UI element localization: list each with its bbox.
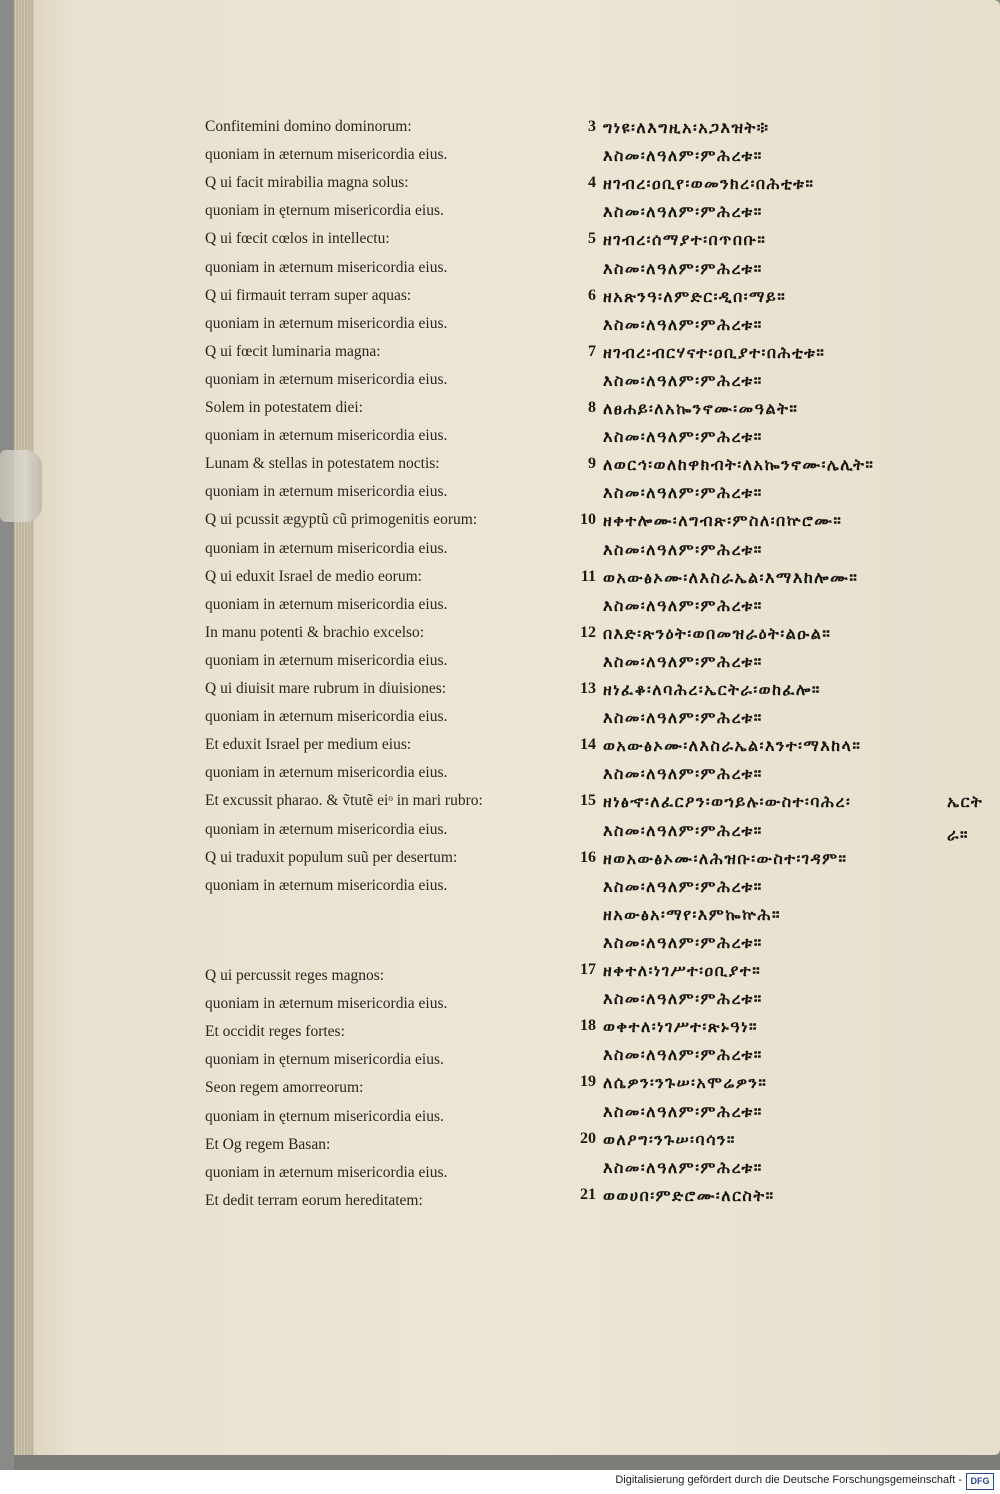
- verse-number: 13: [580, 680, 596, 697]
- ethiopic-line: ወአውፅኦሙ፡ለእስራኤል፡እማእከሎሙ።: [603, 567, 859, 587]
- ethiopic-line: እስመ፡ለዓለም፡ምሕረቱ።: [603, 370, 763, 390]
- ethiopic-line: እስመ፡ለዓለም፡ምሕረቱ።: [603, 932, 763, 952]
- latin-line: Q ui traduxit populum suũ per desertum:: [205, 848, 458, 866]
- verse-number: 21: [580, 1185, 596, 1203]
- verse-number: 6: [588, 286, 596, 304]
- ethiopic-line: እስመ፡ለዓለም፡ምሕረቱ።: [603, 651, 763, 671]
- ethiopic-line: እስመ፡ለዓለም፡ምሕረቱ።: [603, 314, 763, 334]
- latin-line: Et eduxit Israel per medium eius:: [205, 736, 412, 754]
- ethiopic-line: ዘገብረ፡ብርሃናተ፡ዐቢያተ፡በሕቲቱ።: [603, 342, 826, 362]
- ethiopic-line: ዘቀተሎሙ፡ለግብጽ፡ምስለ፡በኵሮሙ።: [603, 511, 843, 531]
- latin-line: quoniam in æternum misericordia eius.: [205, 1163, 448, 1181]
- latin-line: quoniam in æternum misericordia eius.: [205, 708, 448, 726]
- ethiopic-line: እስመ፡ለዓለም፡ምሕረቱ።: [603, 427, 763, 447]
- latin-line: quoniam in æternum misericordia eius.: [205, 314, 448, 332]
- ethiopic-margin-continuation: ኤርት: [947, 792, 984, 812]
- ethiopic-line: እስመ፡ለዓለም፡ምሕረቱ።: [603, 1045, 763, 1065]
- verse-number: 7: [588, 342, 596, 360]
- ethiopic-line: እስመ፡ለዓለም፡ምሕረቱ።: [603, 539, 763, 559]
- latin-line: Q ui eduxit Israel de medio eorum:: [205, 567, 422, 585]
- ethiopic-line: ዘአጽንዓ፡ለምድር፡ዲበ፡ማይ።: [603, 286, 787, 306]
- latin-line: Q ui percussit reges magnos:: [205, 967, 385, 984]
- ethiopic-line: እስመ፡ለዓለም፡ምሕረቱ።: [603, 708, 763, 728]
- latin-line: Q ui fœcit luminaria magna:: [205, 342, 381, 360]
- latin-line: quoniam in ęternum misericordia eius.: [205, 202, 444, 220]
- latin-line: Q ui facit mirabilia magna solus:: [205, 174, 409, 192]
- page-clip: [0, 450, 42, 522]
- latin-line: quoniam in ęternum misericordia eius.: [205, 1107, 444, 1125]
- ethiopic-margin-continuation: ራ።: [947, 824, 969, 844]
- verse-number: 4: [588, 174, 596, 192]
- dfg-logo: DFG: [966, 1473, 994, 1490]
- scan-bottom-edge: [14, 1455, 1000, 1470]
- ethiopic-line: ግነዩ፡ለእግዚአ፡አጋእዝት፨: [603, 118, 770, 137]
- latin-line: quoniam in æternum misericordia eius.: [205, 370, 448, 388]
- latin-line: quoniam in ęternum misericordia eius.: [205, 1051, 444, 1069]
- ethiopic-line: ዘቀተለ፡ነገሥተ፡ዐቢያተ።: [603, 961, 762, 980]
- latin-line: Et Og regem Basan:: [205, 1135, 331, 1153]
- verse-number: 19: [580, 1073, 596, 1091]
- latin-line: Solem in potestatem diei:: [205, 399, 363, 416]
- ethiopic-line: በእድ፡ጽንዕት፡ወበመዝራዕት፡ልዑል።: [603, 623, 832, 643]
- latin-line: Confitemini domino dominorum:: [205, 118, 412, 135]
- verse-number: 15: [580, 792, 596, 810]
- ethiopic-line: እስመ፡ለዓለም፡ምሕረቱ።: [603, 202, 763, 222]
- ethiopic-line: እስመ፡ለዓለም፡ምሕረቱ።: [603, 483, 763, 503]
- ethiopic-line: እስመ፡ለዓለም፡ምሕረቱ።: [603, 1101, 763, 1121]
- verse-number: 11: [580, 567, 596, 585]
- ethiopic-line: ለሴዎን፡ንጉሠ፡አሞሬዎን።: [603, 1073, 768, 1093]
- ethiopic-line: ወወሀበ፡ምድሮሙ፡ለርስት።: [603, 1185, 775, 1205]
- page-edges: [14, 0, 34, 1455]
- latin-line: quoniam in æternum misericordia eius.: [205, 146, 448, 164]
- ethiopic-line: እስመ፡ለዓለም፡ምሕረቱ።: [603, 989, 763, 1009]
- verse-number: 16: [580, 848, 596, 866]
- latin-line: quoniam in æternum misericordia eius.: [205, 595, 448, 613]
- latin-line: Seon regem amorreorum:: [205, 1079, 364, 1097]
- book-page: [14, 0, 1000, 1455]
- verse-number: 8: [588, 399, 596, 416]
- verse-number: 17: [580, 961, 596, 978]
- latin-line: quoniam in æternum misericordia eius.: [205, 651, 448, 669]
- latin-line: quoniam in æternum misericordia eius.: [205, 820, 448, 838]
- ethiopic-line: ወአውፅኦሙ፡ለእስራኤል፡እንተ፡ማእከላ።: [603, 736, 862, 756]
- ethiopic-line: ዘአውፅአ፡ማየ፡እምኰኵሕ።: [603, 904, 781, 924]
- latin-line: Et dedit terram eorum hereditatem:: [205, 1191, 423, 1209]
- verse-number: 12: [580, 623, 596, 641]
- ethiopic-line: እስመ፡ለዓለም፡ምሕረቱ።: [603, 258, 763, 278]
- ethiopic-line: ዘነፅኆ፡ለፈርዖን፡ወኀይሉ፡ውስተ፡ባሕረ፡: [603, 792, 852, 812]
- ethiopic-line: እስመ፡ለዓለም፡ምሕረቱ።: [603, 146, 763, 166]
- latin-line: Et occidit reges fortes:: [205, 1023, 345, 1041]
- verse-number: 10: [580, 511, 596, 529]
- latin-line: quoniam in æternum misericordia eius.: [205, 764, 448, 782]
- ethiopic-line: እስመ፡ለዓለም፡ምሕረቱ።: [603, 764, 763, 784]
- latin-line: Q ui firmauit terram super aquas:: [205, 286, 412, 304]
- verse-number: 14: [580, 736, 596, 754]
- latin-line: Q ui fœcit cœlos in intellectu:: [205, 230, 390, 248]
- latin-line: In manu potenti & brachio excelso:: [205, 623, 425, 641]
- ethiopic-line: እስመ፡ለዓለም፡ምሕረቱ።: [603, 595, 763, 615]
- verse-number: 5: [588, 230, 596, 248]
- latin-line: Et excussit pharao. & ṽtutẽ eiᵒ in mari rubro:: [205, 792, 483, 810]
- ethiopic-line: ዘገብረ፡ሰማያተ፡በጥበቡ።: [603, 230, 767, 250]
- verse-number: 3: [588, 118, 596, 135]
- latin-line: Lunam & stellas in potestatem noctis:: [205, 455, 440, 473]
- latin-line: Q ui diuisit mare rubrum in diuisiones:: [205, 680, 447, 697]
- latin-line: quoniam in æternum misericordia eius.: [205, 483, 448, 501]
- ethiopic-line: ለወርኅ፡ወለከዋክብት፡ለአኰንኖሙ፡ሌሊት።: [603, 455, 875, 475]
- ethiopic-line: ዘገብረ፡ዐቢየ፡ወመንክረ፡በሕቲቱ።: [603, 174, 815, 194]
- ethiopic-line: እስመ፡ለዓለም፡ምሕረቱ።: [603, 876, 763, 896]
- footer-credit: Digitalisierung gefördert durch die Deutsche Forschungsgemeinschaft -: [615, 1474, 962, 1486]
- ethiopic-line: ዘወአውፅኦሙ፡ለሕዝቡ፡ውስተ፡ገዳም።: [603, 848, 848, 868]
- footer-bar: [0, 1470, 1000, 1494]
- latin-line: quoniam in æternum misericordia eius.: [205, 427, 448, 445]
- ethiopic-line: ዘነፈቆ፡ለባሕረ፡ኤርትራ፡ወከፈሎ።: [603, 680, 821, 699]
- latin-line: quoniam in æternum misericordia eius.: [205, 876, 448, 894]
- verse-number: 20: [580, 1129, 596, 1147]
- ethiopic-line: እስመ፡ለዓለም፡ምሕረቱ።: [603, 1157, 763, 1177]
- ethiopic-line: ለፀሐይ፡ለአኰንኖሙ፡መዓልት።: [603, 399, 799, 418]
- latin-line: Q ui pcussit ægyptũ cũ primogenitis eorum:: [205, 511, 478, 529]
- latin-line: quoniam in æternum misericordia eius.: [205, 995, 448, 1013]
- ethiopic-line: ወለዖግ፡ንጉሠ፡ባሳን።: [603, 1129, 736, 1149]
- ethiopic-line: እስመ፡ለዓለም፡ምሕረቱ።: [603, 820, 763, 840]
- ethiopic-line: ወቀተለ፡ነገሥተ፡ጽኑዓነ።: [603, 1017, 758, 1037]
- latin-line: quoniam in æternum misericordia eius.: [205, 258, 448, 276]
- latin-line: quoniam in æternum misericordia eius.: [205, 539, 448, 557]
- verse-number: 9: [588, 455, 596, 473]
- verse-number: 18: [580, 1017, 596, 1035]
